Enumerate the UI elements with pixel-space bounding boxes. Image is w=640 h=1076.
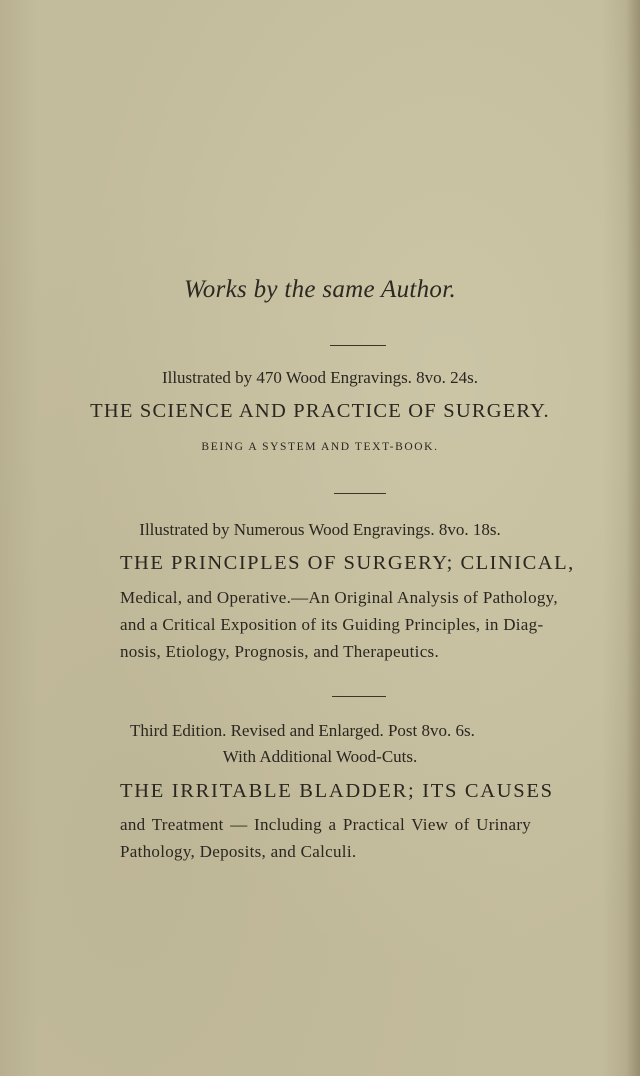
book-3-desc-line: and Treatment — Including a Practical View of Urinary (120, 815, 532, 834)
divider-rule (332, 696, 386, 697)
page-heading: Works by the same Author. (183, 276, 457, 303)
divider-rule (330, 345, 386, 346)
book-2-desc-line: nosis, Etiology, Prognosis, and Therapeutics. (120, 642, 440, 661)
book-1-subtitle: BEING A SYSTEM AND TEXT-BOOK. (201, 441, 439, 453)
book-1-meta: Illustrated by 470 Wood Engravings. 8vo. 24s. (161, 368, 479, 387)
book-3-desc-line: Pathology, Deposits, and Calculi. (120, 842, 357, 861)
book-3-title: THE IRRITABLE BLADDER; ITS CAUSES (120, 780, 554, 802)
book-3-meta: Third Edition. Revised and Enlarged. Post 8vo. 6s. (130, 721, 475, 740)
book-2-desc-line: and a Critical Exposition of its Guiding Principles, in Diag- (120, 615, 544, 634)
book-2-title: THE PRINCIPLES OF SURGERY; CLINICAL, (120, 552, 575, 574)
divider-rule (334, 493, 386, 494)
page-edge-shadow (626, 0, 640, 1076)
book-1-title: THE SCIENCE AND PRACTICE OF SURGERY. (90, 400, 550, 422)
book-3-meta-2: With Additional Wood-Cuts. (222, 747, 418, 766)
book-2-desc-line: Medical, and Operative.—An Original Analysis of Pathology, (120, 588, 558, 607)
book-2-meta: Illustrated by Numerous Wood Engravings. 8vo. 18s. (139, 520, 501, 539)
